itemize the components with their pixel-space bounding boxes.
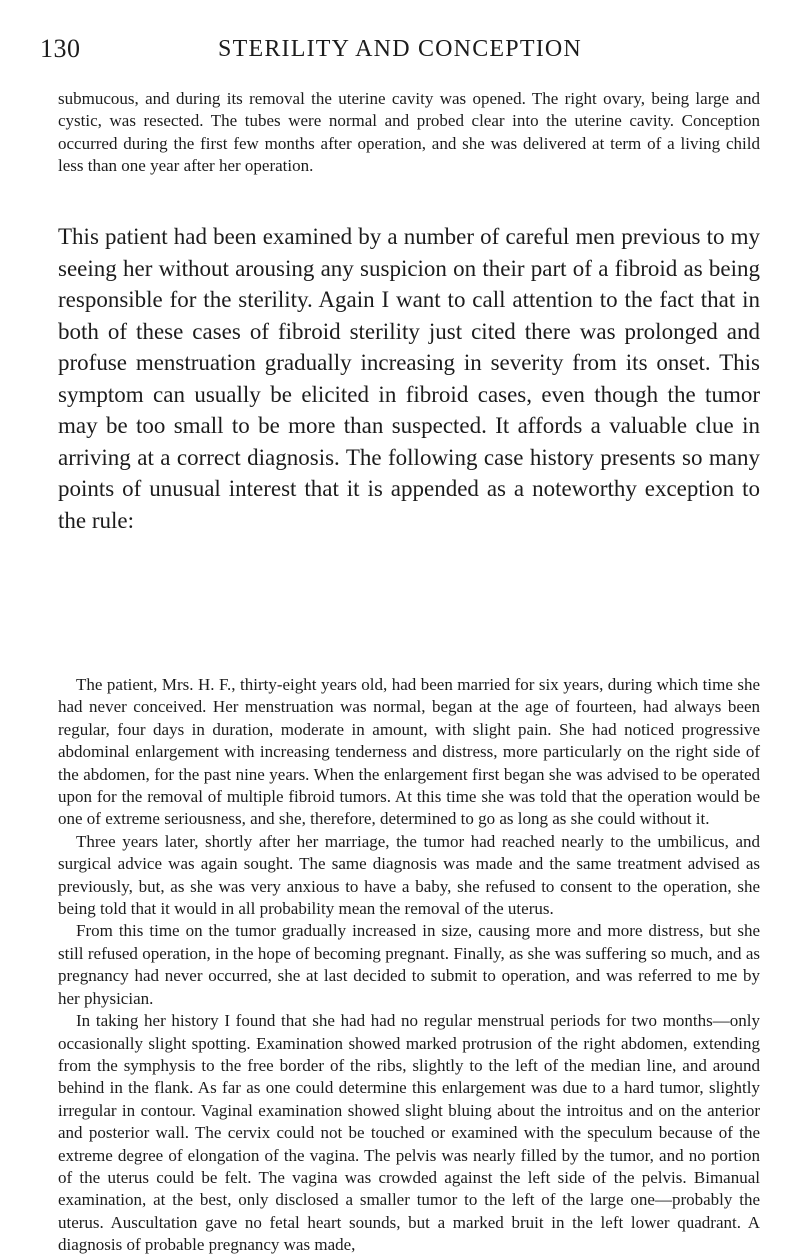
paragraph-case-history-three-years: Three years later, shortly after her marriage, the tumor had reached nearly to the umbilicus, and surgical advice was again sought. The same diagnosis was made and the same treatment advised as previously, but, as she was very anxious to have a baby, she refused to consent to the operation, she being told that it would in all probability mean the removal of the uterus. [58, 831, 760, 919]
running-title: STERILITY AND CONCEPTION [218, 36, 582, 62]
page-number: 130 [40, 34, 81, 63]
paragraph-case-conclusion: submucous, and during its removal the uterine cavity was opened. The right ovary, being large and cystic, was resected. The tubes were normal and probed clear into the uterine cavity. Conception occurred during the first few months after operation, and she was delivered at term of a living child less than one year after her operation. [58, 89, 760, 176]
paragraph-case-history-progression: From this time on the tumor gradually increased in size, causing more and more distress, but she still refused operation, in the hope of becoming pregnant. Finally, as she was suffering so much, and as pregnancy had never occurred, she at last decided to submit to operation, and was referred to me by her physician. [58, 921, 760, 1008]
case-history-block [58, 674, 760, 1257]
paragraph-case-history-intro: The patient, Mrs. H. F., thirty-eight years old, had been married for six years, during which time she had never conceived. Her menstruation was normal, began at the age of fourteen, had always been regular, four days in duration, moderate in amount, with slight pain. She had noticed progressive abdominal enlargement with increasing tenderness and distress, more particularly on the right side of the abdomen, for the past nine years. When the enlargement first began she was advised to be operated upon for the removal of multiple fibroid tumors. At this time she was told that the operation would be one of extreme seriousness, and she, therefore, determined to go as long as she could without it. [58, 675, 760, 829]
paragraph-case-history-examination: In taking her history I found that she had had no regular menstrual periods for two months—only occasionally slight spotting. Examination showed marked protrusion of the right abdomen, extending from the symphysis to the free border of the ribs, slightly to the left of the median line, and around behind in the flank. As far as one could determine this enlargement was due to a hard tumor, slightly irregular in contour. Vaginal examination showed slight bluing about the introitus and on the anterior and posterior wall. The cervix could not be touched or examined with the speculum because of the extreme degree of elongation of the vagina. The pelvis was nearly filled by the tumor, and no portion of the uterus could be felt. The vagina was crowded against the left side of the pelvis. Bimanual examination, at the best, only disclosed a smaller tumor to the left of the large one—probably the uterus. Auscultation gave no fetal heart sounds, but a marked bruit in the left lower quadrant. A diagnosis of probable pregnancy was made, [58, 1011, 760, 1255]
running-head [40, 26, 760, 66]
paragraph-commentary: This patient had been examined by a number of careful men previous to my seeing her without arousing any suspicion on their part of a fibroid as being responsible for the sterility. Again I want to call attention to the fact that in both of these cases of fibroid sterility just cited there was prolonged and profuse menstruation gradually increasing in severity from its onset. This symptom can usually be elicited in fibroid cases, even though the tumor may be too small to be more than suspected. It affords a valuable clue in arriving at a correct diagnosis. The following case history presents so many points of unusual interest that it is appended as a noteworthy exception to the rule: [58, 224, 760, 533]
